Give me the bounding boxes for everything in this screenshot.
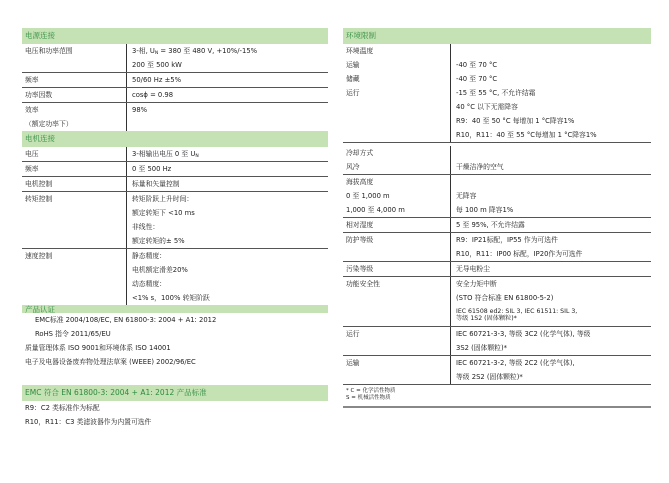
table-row: 转矩控制 转矩阶跃上升时间： 额定转矩下 <10 ms 非线性： 额定转矩的± 5% — [22, 192, 328, 249]
section-header-environment: 环境限制 — [343, 28, 651, 44]
section-header-power: 电源连接 — [22, 28, 328, 44]
table-row: 效率 （额定功率下） 98% — [22, 103, 328, 131]
section-header-motor: 电机连接 — [22, 131, 328, 147]
table-row-cooling: 冷却方式 风冷 干燥洁净的空气 — [343, 143, 651, 175]
row-label: 电压和功率范围 — [25, 47, 73, 55]
emc-line: R9：C2 类标准作为标配 — [25, 404, 100, 412]
table-row-temperature: 环境温度 运输 储藏 运行 -40 至 70 °C -40 至 70 °C -15 至 55 °C, 不允许结霜 40 °C 以下无需降容 R9：40 至 50 °C 每增加 1 °C降容1% R10，R11：40 至 55 °C每增加 1 °C降容1% — [343, 44, 651, 143]
table-row: 电机控制 标量和矢量控制 — [22, 177, 328, 192]
table-row-altitude: 海拔高度 0 至 1,000 m 1,000 至 4,000 m 无降容 每 100 m 降容1% — [343, 175, 651, 218]
table-row — [22, 44, 328, 73]
section-header-emc: EMC 符合 EN 61800-3: 2004 + A1: 2012 产品标准 — [22, 385, 328, 401]
table-row-protection: 防护等级 R9：IP21标配，IP55 作为可选件 R10，R11：IP00 标配，IP20作为可选件 — [343, 233, 651, 262]
emc-line: R10，R11：C3 类滤波器作为内置可选件 — [25, 418, 152, 426]
section-header-certification: 产品认证 — [22, 305, 328, 313]
left-spec-panel — [22, 28, 328, 429]
table-row: 速度控制 静态精度： 电机额定滑差20% 动态精度： <1% s，100% 转矩阶跃 — [22, 249, 328, 305]
table-row: 频率 0 至 500 Hz — [22, 162, 328, 177]
table-row-humidity: 相对湿度 5 至 95%, 不允许结露 — [343, 218, 651, 233]
table-row: 电压 3-相输出电压 0 至 $U_N$ — [22, 147, 328, 162]
table-row: 功率因数 cosϕ = 0.98 — [22, 88, 328, 103]
right-spec-panel — [343, 28, 651, 408]
row-value: 3-相, $U_N = 380$ 至 480 V, +10%/-15% 200 至 500 kW — [126, 44, 328, 72]
table-row-operation: 运行 IEC 60721-3-3, 等级 3C2 (化学气体), 等级 3S2 (固体颗粒)* — [343, 327, 651, 356]
table-row-pollution: 污染等级 无导电粉尘 — [343, 262, 651, 277]
cert-line: 质量管理体系 ISO 9001和环境体系 ISO 14001 — [25, 344, 171, 352]
table-row: 频率 50/60 Hz ±5% — [22, 73, 328, 88]
table-row-safety: 功能安全性 安全力矩中断 (STO 符合标准 EN 61800-5-2) IEC 61508 ed2: SIL 3, IEC 61511: SIL 3, 等级 1S2 (固体颗粒)* — [343, 277, 651, 327]
cert-line: 电子及电器设备废弃物处理法草案 (WEEE) 2002/96/EC — [25, 358, 196, 366]
footnotes: * C = 化学活性物质 S = 机械活性物质 — [343, 385, 651, 408]
cert-line: RoHS 指令 2011/65/EU — [35, 330, 111, 338]
table-row-transport: 运输 IEC 60721-3-2, 等级 2C2 (化学气体), 等级 2S2 (固体颗粒)* — [343, 356, 651, 385]
cert-line: EMC标准 2004/108/EC, EN 61800-3: 2004 + A1: 2012 — [35, 316, 217, 324]
